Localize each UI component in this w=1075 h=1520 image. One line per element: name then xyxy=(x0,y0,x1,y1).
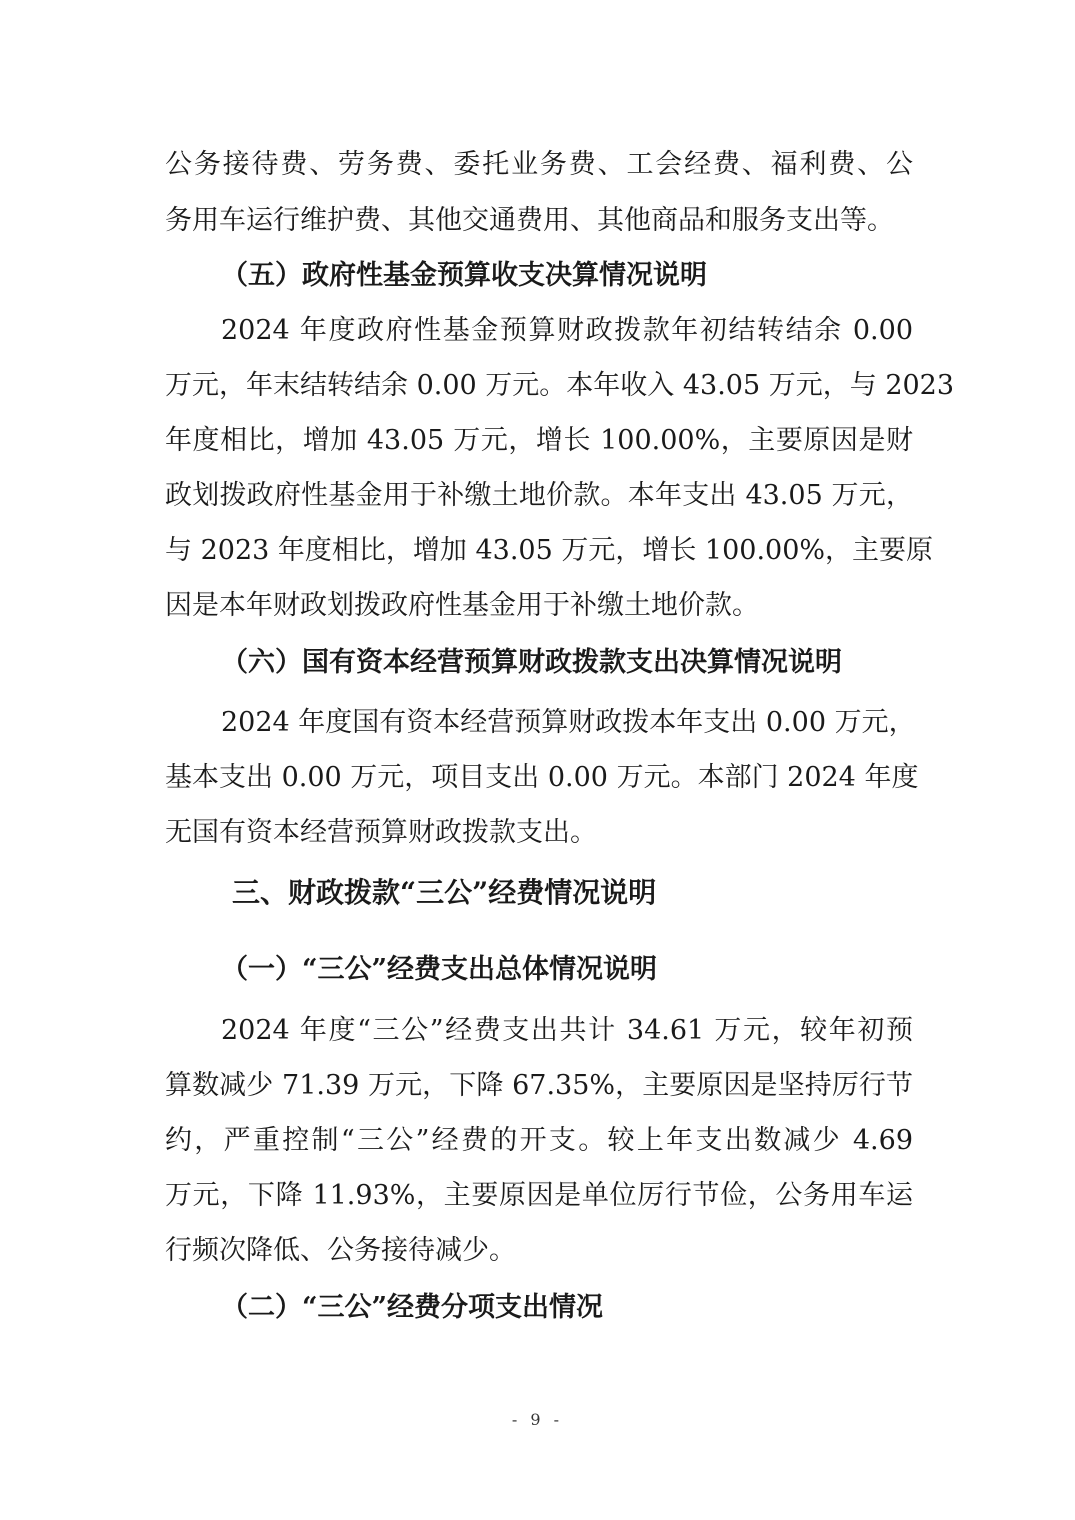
paragraph-line: 约，严重控制“三公”经费的开支。较上年支出数减少 4.69 xyxy=(165,1125,913,1156)
paragraph-line: 基本支出 0.00 万元，项目支出 0.00 万元。本部门 2024 年度 xyxy=(165,762,919,793)
paragraph-line: 万元，年末结转结余 0.00 万元。本年收入 43.05 万元，与 2023 xyxy=(165,370,955,401)
page-number: - 9 - xyxy=(511,1410,564,1429)
paragraph-line: 务用车运行维护费、其他交通费用、其他商品和服务支出等。 xyxy=(165,205,894,236)
paragraph-line: 公务接待费、劳务费、委托业务费、工会经费、福利费、公 xyxy=(165,149,913,180)
paragraph-line: 2024 年度国有资本经营预算财政拨本年支出 0.00 万元， xyxy=(221,707,916,738)
paragraph-line: 2024 年度“三公”经费支出共计 34.61 万元，较年初预 xyxy=(221,1015,913,1046)
paragraph-line: 政划拨政府性基金用于补缴土地价款。本年支出 43.05 万元， xyxy=(165,480,913,511)
section-heading-5: （五）政府性基金预算收支决算情况说明 xyxy=(221,260,707,291)
paragraph-line: 年度相比，增加 43.05 万元，增长 100.00%，主要原因是财 xyxy=(165,425,913,456)
paragraph-line: 因是本年财政划拨政府性基金用于补缴土地价款。 xyxy=(165,590,759,621)
part-heading-3: 三、财政拨款“三公”经费情况说明 xyxy=(232,876,657,909)
paragraph-line: 与 2023 年度相比，增加 43.05 万元，增长 100.00%，主要原 xyxy=(165,535,934,566)
paragraph-line: 行频次降低、公务接待减少。 xyxy=(165,1235,516,1266)
paragraph-line: 算数减少 71.39 万元，下降 67.35%，主要原因是坚持厉行节 xyxy=(165,1070,913,1101)
paragraph-line: 2024 年度政府性基金预算财政拨款年初结转结余 0.00 xyxy=(221,315,913,346)
subsection-heading-1: （一）“三公”经费支出总体情况说明 xyxy=(221,954,658,985)
section-heading-6: （六）国有资本经营预算财政拨款支出决算情况说明 xyxy=(221,647,842,678)
paragraph-line: 万元，下降 11.93%，主要原因是单位厉行节俭，公务用车运 xyxy=(165,1180,913,1211)
subsection-heading-2: （二）“三公”经费分项支出情况 xyxy=(221,1292,604,1323)
paragraph-line: 无国有资本经营预算财政拨款支出。 xyxy=(165,817,597,848)
